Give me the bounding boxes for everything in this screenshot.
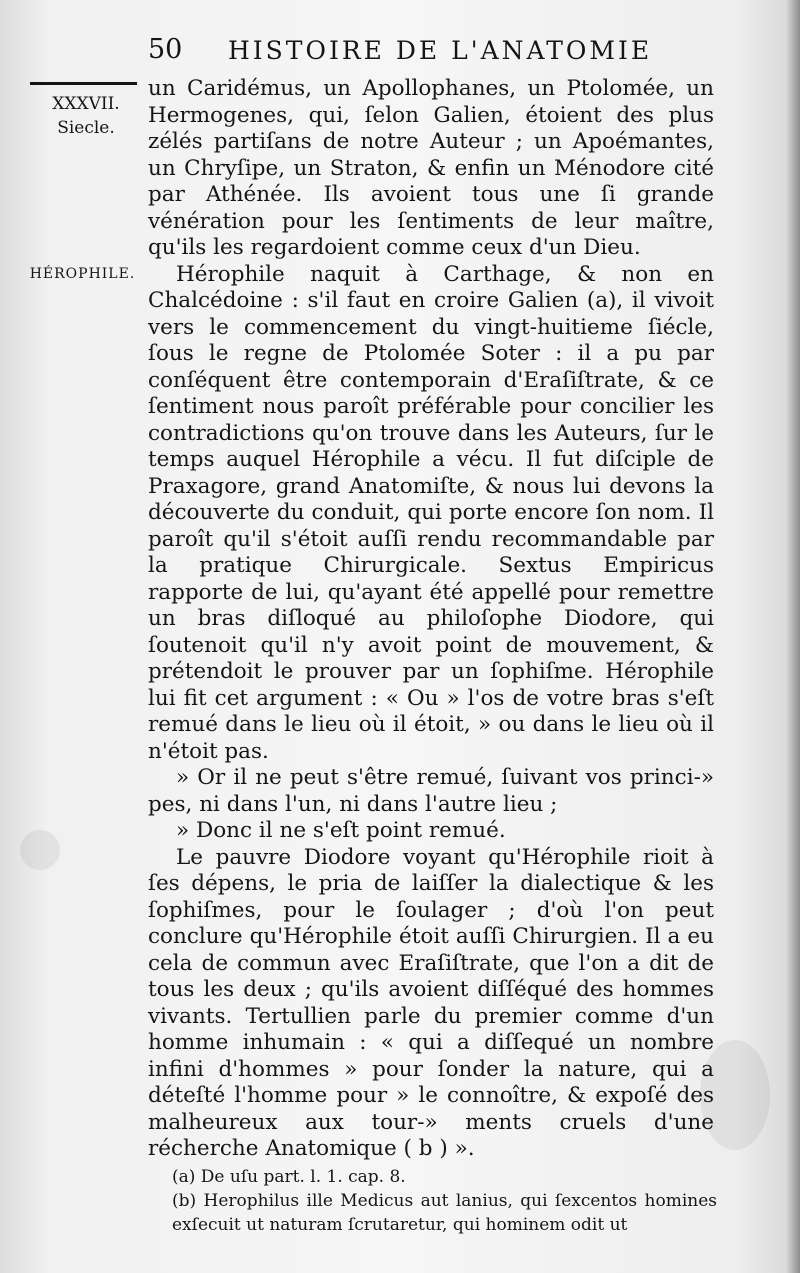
paragraph: » Or il ne peut s'être remué, ſuivant vos princi-» pes, ni dans l'un, ni dans l'autre lieu ; xyxy=(148,765,714,817)
margin-note-century xyxy=(30,92,142,140)
paragraph: Le pauvre Diodore voyant qu'Hérophile rioit à ſes dépens, le pria de laiſſer la dialectique & les ſophiſmes, pour le ſoulager ; d'où l'on peut conclure qu'Hérophile étoit auſſi Chirurgien. Il a eu cela de commun avec Eraſiſtrate, que l'on a dit de tous les deux ; qu'ils avoient diſſéqué des hommes vivants. Tertullien parle du premier comme d'un homme inhumain : « qui a diſſequé un nombre infini d'hommes » pour ſonder la nature, qui a déteſté l'homme pour » le connoître, & expoſé des malheureux aux tour-» ments cruels d'une récherche Anatomique ( b ) ». xyxy=(148,844,714,1161)
paper-stain xyxy=(20,830,60,870)
paragraph: Hérophile naquit à Carthage, & non en Chalcédoine : s'il faut en croire Galien (a), il vivoit vers le commencement du vingt-huitieme ſiécle, ſous le regne de Ptolomée Soter : il a pu par conſéquent être contemporain d'Eraſiſtrate, & ce ſentiment nous paroît préférable pour concilier les contradictions qu'on trouve dans les Auteurs, ſur le temps auquel Hérophile a vécu. Il fut diſciple de Praxagore, grand Anatomiſte, & nous lui devons la découverte du conduit, qui porte encore ſon nom. Il paroît qu'il s'étoit auſſi rendu recommandable par la pratique Chirurgicale. Sextus Empiricus rapporte de lui, qu'ayant été appellé pour remettre un bras diſloqué au philoſophe Diodore, qui ſoutenoit qu'il n'y avoit point de mouvement, & prétendoit le prouver par un ſophiſme. Hérophile lui fit cet argument : « Ou » l'os de votre bras s'eſt remué dans le lieu où il étoit, » ou dans le lieu où il n'étoit pas. xyxy=(148,261,714,764)
page-number: 50 xyxy=(148,34,183,65)
paper-stain xyxy=(700,1040,770,1150)
footnotes xyxy=(172,1165,717,1237)
paragraph: » Donc il ne s'eſt point remué. xyxy=(176,818,506,843)
century-number: XXXVII. xyxy=(52,94,120,114)
main-text xyxy=(148,76,714,1163)
page-header xyxy=(148,34,718,74)
margin-note-herophile: HÉROPHILE. xyxy=(29,266,136,282)
running-title: HISTOIRE DE L'ANATOMIE xyxy=(228,36,653,65)
century-label: Siecle. xyxy=(57,118,115,138)
footnote: (b) Herophilus ille Medicus aut lanius, qui ſexcentos homines exſecuit ut naturam ſcrutaretur, qui hominem odit ut xyxy=(172,1191,717,1235)
paragraph: un Caridémus, un Apollophanes, un Ptolomée, un Hermogenes, qui, ſelon Galien, étoient des plus zélés partiſans de notre Auteur ; un Apoémantes, un Chryſipe, un Straton, & enfin un Ménodore cité par Athénée. Ils avoient tous une ſi grande vénération pour les ſentiments de leur maître, qu'ils les regardoient comme ceux d'un Dieu. xyxy=(148,76,714,260)
margin-rule xyxy=(30,82,137,85)
footnote: (a) De uſu part. l. 1. cap. 8. xyxy=(172,1167,406,1187)
